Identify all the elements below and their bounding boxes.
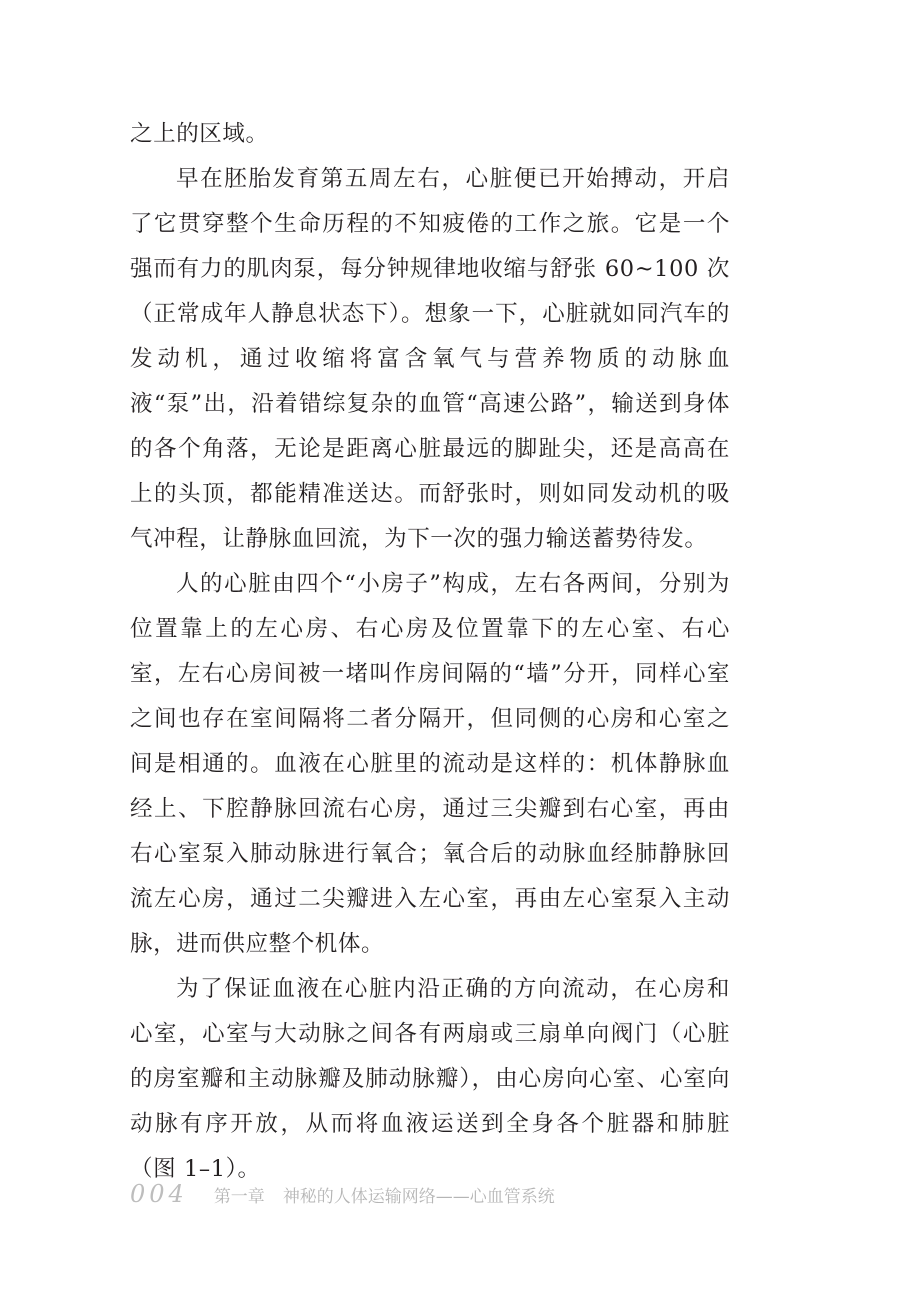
page-footer bbox=[130, 1180, 555, 1210]
body-text bbox=[130, 112, 730, 1192]
paragraph-heart-chambers: 人的心脏由四个“小房子”构成，左右各两间，分别为位置靠上的左心房、右心房及位置靠下的左心室、右心室，左右心房间被一堵叫作房间隔的“墙”分开，同样心室之间也存在室间隔将二者分隔开，但同侧的心房和心室之间是相通的。血液在心脏里的流动是这样的：机体静脉血经上、下腔静脉回流右心房，通过三尖瓣到右心室，再由右心室泵入肺动脉进行氧合；氧合后的动脉血经肺静脉回流左心房，通过二尖瓣进入左心室，再由左心室泵入主动脉，进而供应整个机体。 bbox=[130, 571, 730, 957]
paragraph-heartbeat: 早在胚胎发育第五周左右，心脏便已开始搏动，开启了它贯穿整个生命历程的不知疲倦的工作之旅。它是一个强而有力的肌肉泵，每分钟规律地收缩与舒张 60~100 次（正常成年人静息状态下）。想象一下，心脏就如同汽车的发动机，通过收缩将富含氧气与营养物质的动脉血液“泵”出，沿着错综复杂的血管“高速公路”，输送到身体的各个角落，无论是距离心脏最远的脚趾尖，还是高高在上的头顶，都能精准送达。而舒张时，则如同发动机的吸气冲程，让静脉血回流，为下一次的强力输送蓄势待发。 bbox=[130, 166, 730, 552]
paragraph-continuation: 之上的区域。 bbox=[130, 121, 269, 147]
chapter-title: 神秘的人体运输网络——心血管系统 bbox=[282, 1187, 555, 1207]
chapter-label: 第一章 bbox=[213, 1187, 265, 1207]
paragraph-heart-valves: 为了保证血液在心脏内沿正确的方向流动，在心房和心室，心室与大动脉之间各有两扇或三扇单向阀门（心脏的房室瓣和主动脉瓣及肺动脉瓣），由心房向心室、心室向动脉有序开放，从而将血液运送到全身各个脏器和肺脏（图 1–1）。 bbox=[130, 976, 730, 1182]
page-number: 004 bbox=[130, 1180, 188, 1208]
